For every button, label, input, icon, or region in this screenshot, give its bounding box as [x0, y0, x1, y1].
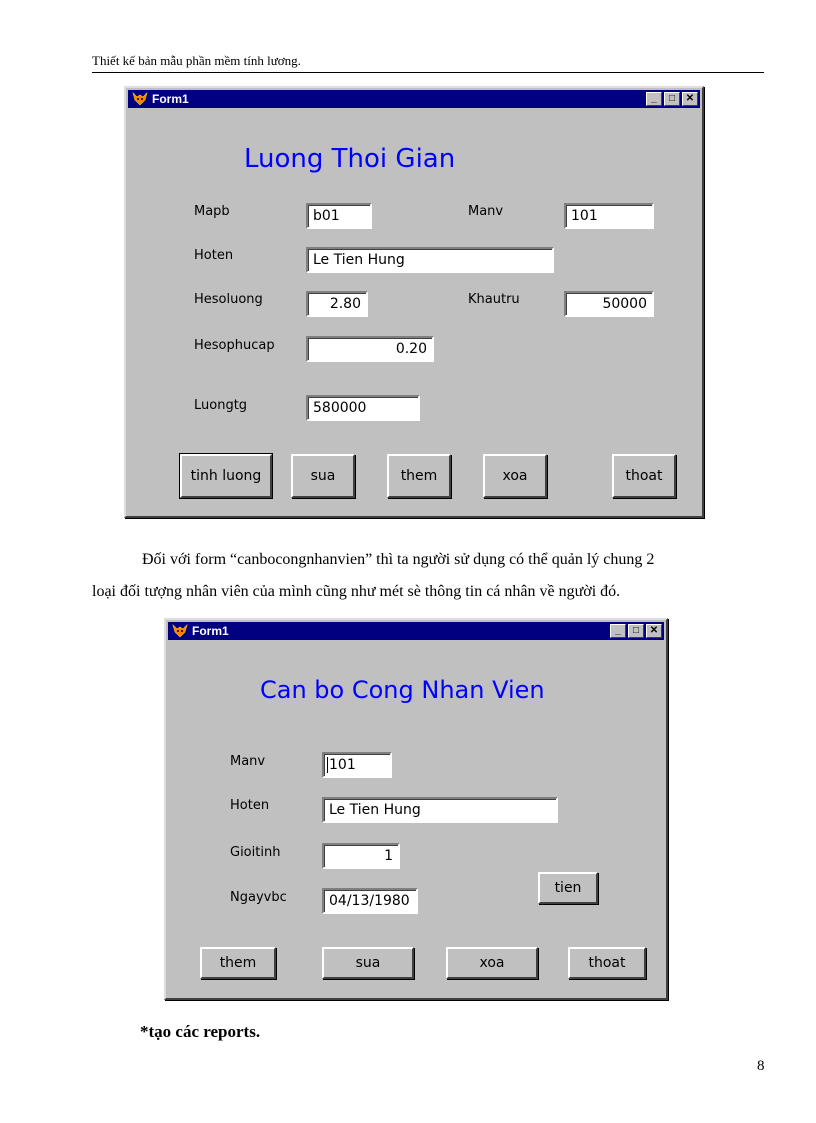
gioitinh-field[interactable]: 1 [322, 843, 400, 869]
form1-heading: Luong Thoi Gian [244, 144, 456, 174]
paragraph-line-2: loại đối tượng nhân viên của mình cũng như mét sè thông tin cá nhân về người đó. [92, 583, 621, 600]
mapb-field[interactable]: b01 [306, 203, 372, 229]
form2-window [164, 618, 668, 1000]
label-manv: Manv [468, 204, 504, 219]
them-button[interactable]: them [387, 454, 451, 498]
form2-window-title: Form1 [192, 624, 229, 638]
hoten-field[interactable]: Le Tien Hung [322, 797, 558, 823]
label-hoten: Hoten [230, 798, 270, 813]
label-hoten: Hoten [194, 248, 234, 263]
label-ngayvbc: Ngayvbc [230, 890, 287, 905]
sua-button[interactable]: sua [291, 454, 355, 498]
luongtg-field[interactable]: 580000 [306, 395, 420, 421]
label-gioitinh: Gioitinh [230, 845, 281, 860]
maximize-icon[interactable]: □ [628, 624, 644, 638]
maximize-icon[interactable]: □ [664, 92, 680, 106]
thoat-button[interactable]: thoat [612, 454, 676, 498]
manv-field[interactable] [322, 752, 392, 778]
form1-titlebar[interactable] [128, 90, 700, 108]
label-khautru: Khautru [468, 292, 520, 307]
reports-subheading: *tạo các reports. [140, 1022, 261, 1041]
label-hesophucap: Hesophucap [194, 338, 275, 353]
minimize-icon[interactable]: _ [610, 624, 626, 638]
fox-icon [172, 624, 188, 638]
xoa-button[interactable]: xoa [483, 454, 547, 498]
minimize-icon[interactable]: _ [646, 92, 662, 106]
page-number: 8 [757, 1058, 765, 1074]
khautru-field[interactable]: 50000 [564, 291, 654, 317]
ngayvbc-field[interactable]: 04/13/1980 [322, 888, 418, 914]
label-mapb: Mapb [194, 204, 230, 219]
thoat-button[interactable]: thoat [568, 947, 646, 979]
tinh-luong-button[interactable]: tinh luong [180, 454, 272, 498]
sua-button[interactable]: sua [322, 947, 414, 979]
close-icon[interactable]: ✕ [646, 624, 662, 638]
form1-window-title: Form1 [152, 92, 189, 106]
manv-field[interactable]: 101 [564, 203, 654, 229]
fox-icon [132, 92, 148, 106]
form2-titlebar[interactable] [168, 622, 664, 640]
hoten-field[interactable]: Le Tien Hung [306, 247, 554, 273]
form1-window [124, 86, 704, 518]
label-luongtg: Luongtg [194, 398, 248, 413]
form2-heading: Can bo Cong Nhan Vien [260, 676, 545, 704]
header-rule [92, 72, 764, 73]
page-header: Thiết kế bản mẫu phần mềm tính lương. [92, 53, 301, 68]
hesoluong-field[interactable]: 2.80 [306, 291, 368, 317]
hesophucap-field[interactable]: 0.20 [306, 336, 434, 362]
body-paragraph [92, 544, 764, 608]
them-button[interactable]: them [200, 947, 276, 979]
label-hesoluong: Hesoluong [194, 292, 263, 307]
tien-button[interactable]: tien [538, 872, 598, 904]
label-manv: Manv [230, 754, 266, 769]
close-icon[interactable]: ✕ [682, 92, 698, 106]
xoa-button[interactable]: xoa [446, 947, 538, 979]
manv-value: 101 [329, 757, 356, 773]
text-cursor [327, 757, 328, 773]
paragraph-line-1: Đối với form “canbocongnhanvien” thì ta người sử dụng có thể quản lý chung 2 [142, 551, 655, 568]
